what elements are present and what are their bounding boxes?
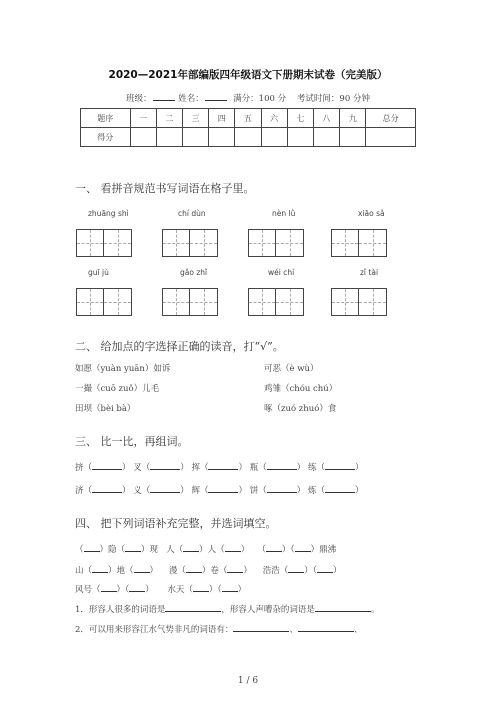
header-cell: 九 [340,109,366,128]
compare-row-2: 济（ ） 义（ ） 辉（ ） 饼（ ） 炼（ ） [75,486,364,496]
answer-blank[interactable] [186,564,202,573]
answer-blank[interactable] [208,484,238,493]
writing-grid-1[interactable] [76,229,132,257]
answer-blank[interactable] [298,623,354,632]
score-cell[interactable] [287,128,313,147]
pinyin-4: xiāo sǎ [358,209,385,218]
header-cell: 二 [156,109,182,128]
writing-grid-7[interactable] [248,288,304,316]
answer-blank[interactable] [317,564,333,573]
fill-question-2: 2．可以用来形容江水气势非凡的词语有： 、 、 [75,625,363,635]
score-cell[interactable] [130,128,156,147]
score-cell[interactable] [261,128,287,147]
pinyin-2: chí dùn [178,209,206,218]
reading-item-6[interactable]: 啄（zuó zhuó）食 [264,404,337,414]
answer-blank[interactable] [288,564,304,573]
header-cell: 一 [130,109,156,128]
section-1-heading: 一、 看拼音规范书写词语在格子里。 [75,182,255,195]
answer-blank[interactable] [225,543,241,552]
writing-grid-6[interactable] [162,288,218,316]
class-blank[interactable] [153,92,175,101]
answer-blank[interactable] [233,623,289,632]
writing-grid-2[interactable] [162,229,218,257]
answer-blank[interactable] [92,461,122,470]
reading-item-3[interactable]: 一撮（cuō zuǒ）儿毛 [75,384,160,394]
pinyin-8: zǐ tài [360,268,379,277]
answer-blank[interactable] [266,543,282,552]
pinyin-6: gǎo zhǐ [180,268,208,277]
header-cell: 题序 [81,109,131,128]
name-blank[interactable] [205,92,227,101]
score-cell[interactable] [313,128,339,147]
reading-item-5[interactable]: 田坝（bèi bà） [75,404,136,414]
pinyin-5: guī jù [88,268,109,277]
answer-blank[interactable] [295,543,311,552]
answer-blank[interactable] [227,564,243,573]
score-cell[interactable] [209,128,235,147]
header-cell: 五 [235,109,261,128]
score-cell[interactable] [366,128,416,147]
header-cell: 六 [261,109,287,128]
header-cell: 八 [313,109,339,128]
answer-blank[interactable] [325,484,355,493]
page-number: 1 / 6 [237,676,259,686]
header-cell: 总分 [366,109,416,128]
exam-info [0,92,496,104]
answer-blank[interactable] [129,583,145,592]
idiom-row-2: 山（ ）地（ ） 漫（ ）卷（ ） 浩浩（ ）（ ） [75,566,342,576]
answer-blank[interactable] [325,461,355,470]
section-3-heading: 三、 比一比，再组词。 [75,435,189,448]
full-score: 满分：100 分 [233,94,287,104]
pinyin-1: zhuāng shì [88,209,129,218]
exam-time: 考试时间：90 分钟 [296,94,370,104]
header-cell: 三 [182,109,208,128]
score-cell[interactable] [340,128,366,147]
answer-blank[interactable] [92,564,108,573]
answer-blank[interactable] [267,461,297,470]
idiom-row-1: （ ）隐（ ）现 人（ ）人（ ） （ ）（ ）鼎沸 [75,545,337,555]
writing-grid-5[interactable] [76,288,132,316]
page-title: 2020—2021年部编版四年级语文下册期末试卷（完美版） [108,69,388,81]
score-row-label: 得分 [81,128,131,147]
compare-row-1: 挤（ ） 叉（ ） 挥（ ） 瓶（ ） 练（ ） [75,463,364,473]
header-cell: 四 [209,109,235,128]
score-cell[interactable] [156,128,182,147]
answer-blank[interactable] [92,484,122,493]
answer-blank[interactable] [315,603,371,612]
section-4-heading: 四、 把下列词语补充完整，并选词填空。 [75,517,277,530]
class-label: 班级： [126,94,152,104]
answer-blank[interactable] [165,603,221,612]
answer-blank[interactable] [222,583,238,592]
reading-item-2[interactable]: 可恶（è wù） [264,364,319,374]
answer-blank[interactable] [125,543,141,552]
answer-blank[interactable] [150,484,180,493]
writing-grid-8[interactable] [331,288,387,316]
idiom-row-3: 风号（ ）（ ） 水天（ ）（ ） [75,585,247,595]
score-cell[interactable] [182,128,208,147]
section-2-heading: 二、 给加点的字选择正确的读音，打“√”。 [75,340,284,353]
reading-item-4[interactable]: 鸡雏（chóu chú） [264,384,338,394]
answer-blank[interactable] [183,543,199,552]
score-table [80,108,416,147]
fill-question-1: 1．形容人很多的词语是 ，形容人声嘈杂的词语是 。 [75,605,380,615]
writing-grid-3[interactable] [248,229,304,257]
writing-grid-4[interactable] [331,229,387,257]
answer-blank[interactable] [84,543,100,552]
answer-blank[interactable] [134,564,150,573]
answer-blank[interactable] [208,461,238,470]
name-label: 姓名： [178,94,204,104]
answer-blank[interactable] [267,484,297,493]
reading-item-1[interactable]: 如愿（yuàn yuān）如诉 [75,364,171,374]
answer-blank[interactable] [101,583,117,592]
score-table-header-row [81,109,416,128]
score-table-score-row [81,128,416,147]
answer-blank[interactable] [150,461,180,470]
pinyin-3: nèn lǜ [272,209,296,218]
pinyin-7: wéi chí [268,268,295,277]
header-cell: 七 [287,109,313,128]
score-cell[interactable] [235,128,261,147]
answer-blank[interactable] [193,583,209,592]
